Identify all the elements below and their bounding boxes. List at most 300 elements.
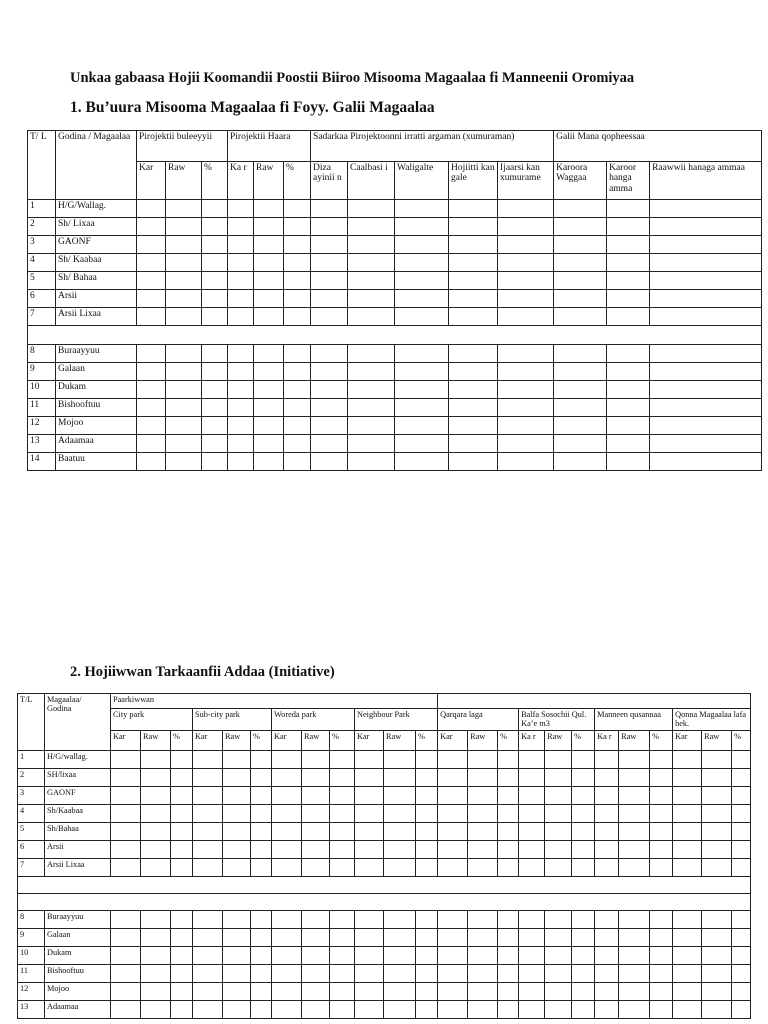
data-cell[interactable] <box>732 751 751 769</box>
data-cell[interactable] <box>166 218 202 236</box>
data-cell[interactable] <box>545 841 572 859</box>
data-cell[interactable] <box>330 911 355 929</box>
data-cell[interactable] <box>228 272 254 290</box>
data-cell[interactable] <box>468 947 498 965</box>
data-cell[interactable] <box>650 965 673 983</box>
data-cell[interactable] <box>330 983 355 1001</box>
data-cell[interactable] <box>702 859 732 877</box>
data-cell[interactable] <box>395 417 449 435</box>
data-cell[interactable] <box>498 823 519 841</box>
data-cell[interactable] <box>384 751 416 769</box>
data-cell[interactable] <box>545 787 572 805</box>
data-cell[interactable] <box>137 345 166 363</box>
data-cell[interactable] <box>137 435 166 453</box>
data-cell[interactable] <box>193 787 223 805</box>
data-cell[interactable] <box>545 823 572 841</box>
data-cell[interactable] <box>284 363 311 381</box>
data-cell[interactable] <box>519 841 545 859</box>
data-cell[interactable] <box>272 965 302 983</box>
data-cell[interactable] <box>607 254 650 272</box>
data-cell[interactable] <box>223 947 251 965</box>
data-cell[interactable] <box>498 805 519 823</box>
data-cell[interactable] <box>595 787 619 805</box>
data-cell[interactable] <box>251 929 272 947</box>
data-cell[interactable] <box>355 751 384 769</box>
data-cell[interactable] <box>498 345 554 363</box>
data-cell[interactable] <box>272 823 302 841</box>
data-cell[interactable] <box>595 751 619 769</box>
data-cell[interactable] <box>650 769 673 787</box>
data-cell[interactable] <box>355 965 384 983</box>
data-cell[interactable] <box>137 363 166 381</box>
data-cell[interactable] <box>137 254 166 272</box>
data-cell[interactable] <box>416 947 438 965</box>
data-cell[interactable] <box>330 929 355 947</box>
data-cell[interactable] <box>416 983 438 1001</box>
data-cell[interactable] <box>595 841 619 859</box>
data-cell[interactable] <box>650 1001 673 1019</box>
data-cell[interactable] <box>384 823 416 841</box>
data-cell[interactable] <box>572 787 595 805</box>
data-cell[interactable] <box>272 805 302 823</box>
data-cell[interactable] <box>202 236 228 254</box>
data-cell[interactable] <box>650 823 673 841</box>
data-cell[interactable] <box>254 236 284 254</box>
data-cell[interactable] <box>449 200 498 218</box>
data-cell[interactable] <box>619 823 650 841</box>
data-cell[interactable] <box>554 254 607 272</box>
data-cell[interactable] <box>272 859 302 877</box>
data-cell[interactable] <box>554 218 607 236</box>
data-cell[interactable] <box>438 1001 468 1019</box>
data-cell[interactable] <box>141 841 171 859</box>
data-cell[interactable] <box>619 751 650 769</box>
data-cell[interactable] <box>193 805 223 823</box>
data-cell[interactable] <box>673 751 702 769</box>
data-cell[interactable] <box>673 841 702 859</box>
data-cell[interactable] <box>202 399 228 417</box>
data-cell[interactable] <box>355 1001 384 1019</box>
data-cell[interactable] <box>545 929 572 947</box>
data-cell[interactable] <box>302 1001 330 1019</box>
data-cell[interactable] <box>395 200 449 218</box>
data-cell[interactable] <box>311 363 348 381</box>
data-cell[interactable] <box>251 751 272 769</box>
data-cell[interactable] <box>284 290 311 308</box>
data-cell[interactable] <box>311 381 348 399</box>
data-cell[interactable] <box>384 859 416 877</box>
data-cell[interactable] <box>554 345 607 363</box>
data-cell[interactable] <box>171 805 193 823</box>
data-cell[interactable] <box>254 200 284 218</box>
data-cell[interactable] <box>619 911 650 929</box>
data-cell[interactable] <box>284 254 311 272</box>
data-cell[interactable] <box>202 308 228 326</box>
data-cell[interactable] <box>202 200 228 218</box>
data-cell[interactable] <box>545 805 572 823</box>
data-cell[interactable] <box>251 805 272 823</box>
data-cell[interactable] <box>311 435 348 453</box>
data-cell[interactable] <box>272 947 302 965</box>
data-cell[interactable] <box>284 345 311 363</box>
data-cell[interactable] <box>111 769 141 787</box>
data-cell[interactable] <box>673 947 702 965</box>
data-cell[interactable] <box>228 290 254 308</box>
data-cell[interactable] <box>732 947 751 965</box>
data-cell[interactable] <box>141 823 171 841</box>
data-cell[interactable] <box>395 254 449 272</box>
data-cell[interactable] <box>284 308 311 326</box>
data-cell[interactable] <box>284 272 311 290</box>
data-cell[interactable] <box>384 787 416 805</box>
data-cell[interactable] <box>607 308 650 326</box>
data-cell[interactable] <box>284 218 311 236</box>
data-cell[interactable] <box>254 453 284 471</box>
data-cell[interactable] <box>202 218 228 236</box>
data-cell[interactable] <box>137 308 166 326</box>
data-cell[interactable] <box>111 911 141 929</box>
data-cell[interactable] <box>166 363 202 381</box>
data-cell[interactable] <box>193 823 223 841</box>
data-cell[interactable] <box>141 947 171 965</box>
data-cell[interactable] <box>395 381 449 399</box>
data-cell[interactable] <box>449 417 498 435</box>
data-cell[interactable] <box>330 965 355 983</box>
data-cell[interactable] <box>330 947 355 965</box>
data-cell[interactable] <box>223 965 251 983</box>
data-cell[interactable] <box>284 435 311 453</box>
data-cell[interactable] <box>395 308 449 326</box>
data-cell[interactable] <box>468 841 498 859</box>
data-cell[interactable] <box>650 805 673 823</box>
data-cell[interactable] <box>545 947 572 965</box>
data-cell[interactable] <box>272 841 302 859</box>
data-cell[interactable] <box>311 308 348 326</box>
data-cell[interactable] <box>468 911 498 929</box>
data-cell[interactable] <box>141 965 171 983</box>
data-cell[interactable] <box>311 200 348 218</box>
data-cell[interactable] <box>223 929 251 947</box>
data-cell[interactable] <box>166 435 202 453</box>
data-cell[interactable] <box>554 435 607 453</box>
data-cell[interactable] <box>395 236 449 254</box>
data-cell[interactable] <box>438 965 468 983</box>
data-cell[interactable] <box>619 965 650 983</box>
data-cell[interactable] <box>311 290 348 308</box>
data-cell[interactable] <box>554 236 607 254</box>
data-cell[interactable] <box>171 823 193 841</box>
data-cell[interactable] <box>302 787 330 805</box>
data-cell[interactable] <box>137 218 166 236</box>
data-cell[interactable] <box>193 751 223 769</box>
data-cell[interactable] <box>384 983 416 1001</box>
data-cell[interactable] <box>498 965 519 983</box>
data-cell[interactable] <box>449 218 498 236</box>
data-cell[interactable] <box>193 911 223 929</box>
data-cell[interactable] <box>607 435 650 453</box>
data-cell[interactable] <box>171 769 193 787</box>
data-cell[interactable] <box>673 859 702 877</box>
data-cell[interactable] <box>193 965 223 983</box>
data-cell[interactable] <box>468 983 498 1001</box>
data-cell[interactable] <box>498 236 554 254</box>
data-cell[interactable] <box>302 929 330 947</box>
data-cell[interactable] <box>193 841 223 859</box>
data-cell[interactable] <box>607 218 650 236</box>
data-cell[interactable] <box>355 859 384 877</box>
data-cell[interactable] <box>468 787 498 805</box>
data-cell[interactable] <box>272 1001 302 1019</box>
data-cell[interactable] <box>438 769 468 787</box>
data-cell[interactable] <box>202 381 228 399</box>
data-cell[interactable] <box>572 859 595 877</box>
data-cell[interactable] <box>141 769 171 787</box>
data-cell[interactable] <box>572 911 595 929</box>
data-cell[interactable] <box>272 769 302 787</box>
data-cell[interactable] <box>284 200 311 218</box>
data-cell[interactable] <box>395 399 449 417</box>
data-cell[interactable] <box>468 769 498 787</box>
data-cell[interactable] <box>595 965 619 983</box>
data-cell[interactable] <box>284 417 311 435</box>
data-cell[interactable] <box>702 805 732 823</box>
data-cell[interactable] <box>650 787 673 805</box>
data-cell[interactable] <box>702 929 732 947</box>
data-cell[interactable] <box>619 1001 650 1019</box>
data-cell[interactable] <box>330 841 355 859</box>
data-cell[interactable] <box>223 751 251 769</box>
data-cell[interactable] <box>519 965 545 983</box>
data-cell[interactable] <box>498 983 519 1001</box>
data-cell[interactable] <box>498 308 554 326</box>
data-cell[interactable] <box>650 983 673 1001</box>
data-cell[interactable] <box>607 345 650 363</box>
data-cell[interactable] <box>302 983 330 1001</box>
data-cell[interactable] <box>223 787 251 805</box>
data-cell[interactable] <box>111 1001 141 1019</box>
data-cell[interactable] <box>416 965 438 983</box>
data-cell[interactable] <box>302 841 330 859</box>
data-cell[interactable] <box>702 751 732 769</box>
data-cell[interactable] <box>650 290 762 308</box>
data-cell[interactable] <box>619 769 650 787</box>
data-cell[interactable] <box>251 787 272 805</box>
data-cell[interactable] <box>650 218 762 236</box>
data-cell[interactable] <box>607 200 650 218</box>
data-cell[interactable] <box>311 218 348 236</box>
data-cell[interactable] <box>284 399 311 417</box>
data-cell[interactable] <box>673 983 702 1001</box>
data-cell[interactable] <box>619 947 650 965</box>
data-cell[interactable] <box>202 272 228 290</box>
data-cell[interactable] <box>595 911 619 929</box>
data-cell[interactable] <box>302 859 330 877</box>
data-cell[interactable] <box>223 841 251 859</box>
data-cell[interactable] <box>449 272 498 290</box>
data-cell[interactable] <box>348 453 395 471</box>
data-cell[interactable] <box>348 290 395 308</box>
data-cell[interactable] <box>732 1001 751 1019</box>
data-cell[interactable] <box>141 1001 171 1019</box>
data-cell[interactable] <box>166 308 202 326</box>
data-cell[interactable] <box>254 345 284 363</box>
data-cell[interactable] <box>171 787 193 805</box>
data-cell[interactable] <box>438 805 468 823</box>
data-cell[interactable] <box>438 841 468 859</box>
data-cell[interactable] <box>449 453 498 471</box>
data-cell[interactable] <box>732 805 751 823</box>
data-cell[interactable] <box>141 787 171 805</box>
data-cell[interactable] <box>650 453 762 471</box>
data-cell[interactable] <box>572 823 595 841</box>
data-cell[interactable] <box>498 272 554 290</box>
data-cell[interactable] <box>650 236 762 254</box>
data-cell[interactable] <box>302 805 330 823</box>
data-cell[interactable] <box>223 1001 251 1019</box>
data-cell[interactable] <box>449 254 498 272</box>
data-cell[interactable] <box>171 929 193 947</box>
data-cell[interactable] <box>141 983 171 1001</box>
data-cell[interactable] <box>171 841 193 859</box>
data-cell[interactable] <box>348 399 395 417</box>
data-cell[interactable] <box>348 236 395 254</box>
data-cell[interactable] <box>311 272 348 290</box>
data-cell[interactable] <box>166 236 202 254</box>
data-cell[interactable] <box>395 272 449 290</box>
data-cell[interactable] <box>673 823 702 841</box>
data-cell[interactable] <box>348 435 395 453</box>
data-cell[interactable] <box>519 805 545 823</box>
data-cell[interactable] <box>330 823 355 841</box>
data-cell[interactable] <box>395 363 449 381</box>
data-cell[interactable] <box>193 947 223 965</box>
data-cell[interactable] <box>254 272 284 290</box>
data-cell[interactable] <box>166 417 202 435</box>
data-cell[interactable] <box>141 751 171 769</box>
data-cell[interactable] <box>498 947 519 965</box>
data-cell[interactable] <box>355 787 384 805</box>
data-cell[interactable] <box>193 769 223 787</box>
data-cell[interactable] <box>732 823 751 841</box>
data-cell[interactable] <box>254 363 284 381</box>
data-cell[interactable] <box>554 308 607 326</box>
data-cell[interactable] <box>416 823 438 841</box>
data-cell[interactable] <box>545 859 572 877</box>
data-cell[interactable] <box>498 435 554 453</box>
data-cell[interactable] <box>468 751 498 769</box>
data-cell[interactable] <box>650 363 762 381</box>
data-cell[interactable] <box>554 363 607 381</box>
data-cell[interactable] <box>137 200 166 218</box>
data-cell[interactable] <box>254 254 284 272</box>
data-cell[interactable] <box>449 308 498 326</box>
data-cell[interactable] <box>223 769 251 787</box>
data-cell[interactable] <box>348 254 395 272</box>
data-cell[interactable] <box>355 929 384 947</box>
data-cell[interactable] <box>254 308 284 326</box>
data-cell[interactable] <box>228 399 254 417</box>
data-cell[interactable] <box>572 947 595 965</box>
data-cell[interactable] <box>111 823 141 841</box>
data-cell[interactable] <box>166 254 202 272</box>
data-cell[interactable] <box>619 805 650 823</box>
data-cell[interactable] <box>673 1001 702 1019</box>
data-cell[interactable] <box>468 1001 498 1019</box>
data-cell[interactable] <box>702 841 732 859</box>
data-cell[interactable] <box>141 859 171 877</box>
data-cell[interactable] <box>595 1001 619 1019</box>
data-cell[interactable] <box>619 983 650 1001</box>
data-cell[interactable] <box>348 381 395 399</box>
data-cell[interactable] <box>545 911 572 929</box>
data-cell[interactable] <box>284 453 311 471</box>
data-cell[interactable] <box>607 417 650 435</box>
data-cell[interactable] <box>650 859 673 877</box>
data-cell[interactable] <box>284 236 311 254</box>
data-cell[interactable] <box>251 911 272 929</box>
data-cell[interactable] <box>228 453 254 471</box>
data-cell[interactable] <box>416 859 438 877</box>
data-cell[interactable] <box>572 751 595 769</box>
data-cell[interactable] <box>595 929 619 947</box>
data-cell[interactable] <box>137 272 166 290</box>
data-cell[interactable] <box>702 983 732 1001</box>
data-cell[interactable] <box>254 290 284 308</box>
data-cell[interactable] <box>302 751 330 769</box>
data-cell[interactable] <box>251 769 272 787</box>
data-cell[interactable] <box>650 841 673 859</box>
data-cell[interactable] <box>228 435 254 453</box>
data-cell[interactable] <box>545 751 572 769</box>
data-cell[interactable] <box>650 911 673 929</box>
data-cell[interactable] <box>330 805 355 823</box>
data-cell[interactable] <box>673 929 702 947</box>
data-cell[interactable] <box>595 805 619 823</box>
data-cell[interactable] <box>395 453 449 471</box>
data-cell[interactable] <box>572 841 595 859</box>
data-cell[interactable] <box>202 345 228 363</box>
data-cell[interactable] <box>311 399 348 417</box>
data-cell[interactable] <box>595 859 619 877</box>
data-cell[interactable] <box>302 823 330 841</box>
data-cell[interactable] <box>395 345 449 363</box>
data-cell[interactable] <box>348 308 395 326</box>
data-cell[interactable] <box>650 308 762 326</box>
data-cell[interactable] <box>498 363 554 381</box>
data-cell[interactable] <box>137 290 166 308</box>
data-cell[interactable] <box>254 417 284 435</box>
data-cell[interactable] <box>272 911 302 929</box>
data-cell[interactable] <box>311 417 348 435</box>
data-cell[interactable] <box>619 929 650 947</box>
data-cell[interactable] <box>166 345 202 363</box>
data-cell[interactable] <box>384 911 416 929</box>
data-cell[interactable] <box>498 769 519 787</box>
data-cell[interactable] <box>572 965 595 983</box>
data-cell[interactable] <box>650 254 762 272</box>
data-cell[interactable] <box>302 947 330 965</box>
data-cell[interactable] <box>498 859 519 877</box>
data-cell[interactable] <box>111 841 141 859</box>
data-cell[interactable] <box>228 345 254 363</box>
data-cell[interactable] <box>607 236 650 254</box>
data-cell[interactable] <box>384 947 416 965</box>
data-cell[interactable] <box>572 1001 595 1019</box>
data-cell[interactable] <box>498 381 554 399</box>
data-cell[interactable] <box>732 787 751 805</box>
data-cell[interactable] <box>498 751 519 769</box>
data-cell[interactable] <box>251 965 272 983</box>
